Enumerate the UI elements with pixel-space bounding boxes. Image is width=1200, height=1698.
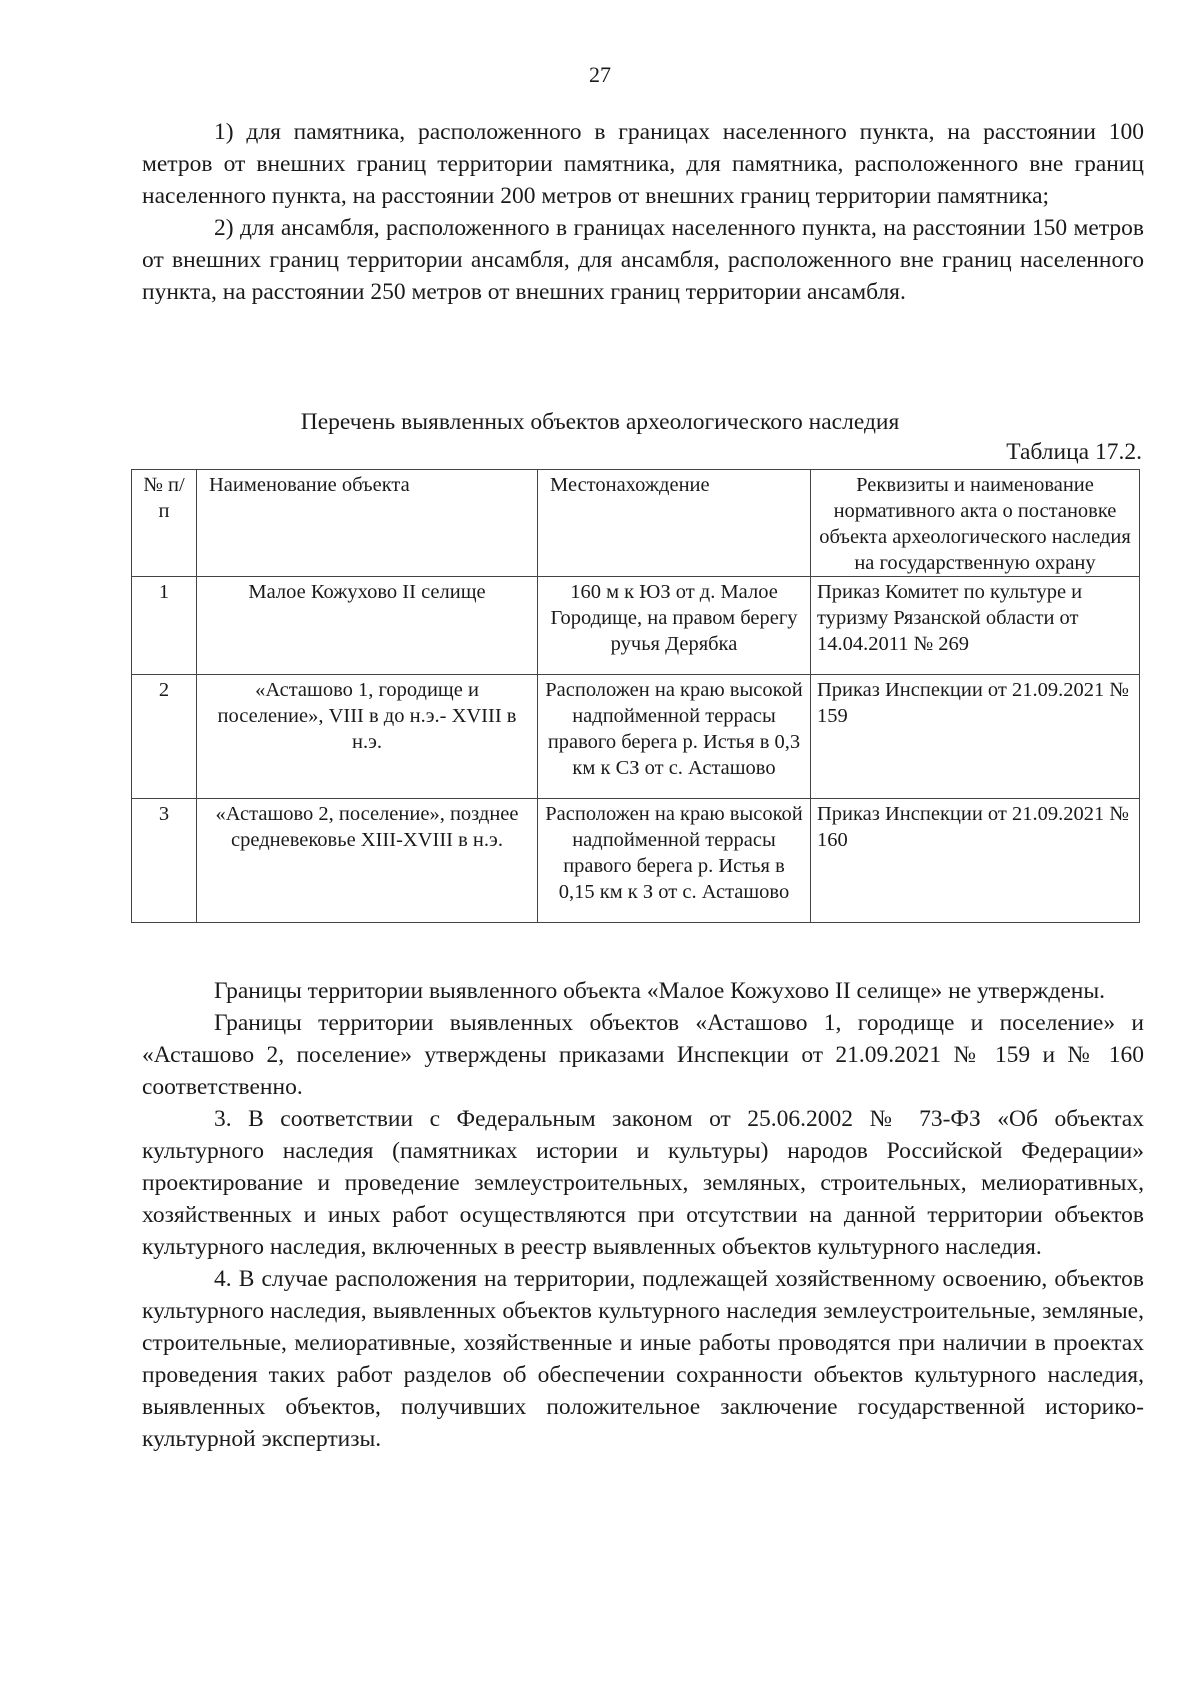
cell-location: 160 м к ЮЗ от д. Малое Городище, на правом берегу ручья Дерябка bbox=[538, 577, 811, 675]
conclusion-section bbox=[142, 975, 1144, 1455]
cell-object-name: «Асташово 2, поселение», позднее средневековье XIII-XVIII в н.э. bbox=[197, 799, 538, 923]
table-header-row bbox=[132, 470, 1140, 577]
cell-object-name: Малое Кожухово II селище bbox=[197, 577, 538, 675]
archaeological-objects-table bbox=[131, 469, 1140, 923]
cell-normative-act: Приказ Инспекции от 21.09.2021 № 160 bbox=[811, 799, 1140, 923]
table-row bbox=[132, 799, 1140, 923]
paragraph-item-3: 3. В соответствии с Федеральным законом от 25.06.2002 № 73-ФЗ «Об объектах культурного наследия (памятниках истории и культуры) народов Российской Федерации» проектирование и проведение землеустроительных, земляных, строительных, мелиоративных, хозяйственных и иных работ осуществляются при отсутствии на данной территории объектов культурного наследия, включенных в реестр выявленных объектов культурного наследия. bbox=[142, 1106, 1144, 1260]
cell-normative-act: Приказ Инспекции от 21.09.2021 № 159 bbox=[811, 675, 1140, 799]
table-caption: Таблица 17.2. bbox=[1006, 439, 1142, 465]
page-number: 27 bbox=[589, 62, 611, 87]
paragraph-ensemble-distance: 2) для ансамбля, расположенного в границах населенного пункта, на расстоянии 150 метров от внешних границ территории ансамбля, для ансамбля, расположенного вне границ населенного пункта, на расстоянии 250 метров от внешних границ территории ансамбля. bbox=[142, 215, 1144, 305]
cell-location: Расположен на краю высокой надпойменной террасы правого берега р. Истья в 0,3 км к СЗ от с. Асташово bbox=[538, 675, 811, 799]
table-row bbox=[132, 577, 1140, 675]
header-normative-act: Реквизиты и наименование нормативного акта о постановке объекта археологического наследия на государственную охрану bbox=[811, 470, 1140, 577]
intro-section bbox=[142, 116, 1144, 308]
cell-normative-act: Приказ Комитет по культуре и туризму Рязанской области от 14.04.2011 № 269 bbox=[811, 577, 1140, 675]
table-title: Перечень выявленных объектов археологического наследия bbox=[300, 409, 900, 435]
paragraph-monument-distance: 1) для памятника, расположенного в границах населенного пункта, на расстоянии 100 метров от внешних границ территории памятника, для памятника, расположенного вне границ населенного пункта, на расстоянии 200 метров от внешних границ территории памятника; bbox=[142, 119, 1144, 209]
cell-number: 1 bbox=[132, 577, 197, 675]
paragraph-boundaries-approved: Границы территории выявленных объектов «Асташово 1, городище и поселение» и «Асташово 2, поселение» утверждены приказами Инспекции от 21.09.2021 № 159 и № 160 соответственно. bbox=[142, 1010, 1144, 1100]
cell-location: Расположен на краю высокой надпойменной террасы правого берега р. Истья в 0,15 км к З от с. Асташово bbox=[538, 799, 811, 923]
paragraph-boundaries-not-approved: Границы территории выявленного объекта «Малое Кожухово II селище» не утверждены. bbox=[214, 978, 1106, 1004]
header-location: Местонахождение bbox=[538, 470, 811, 577]
header-number: № п/п bbox=[132, 470, 197, 577]
table-row bbox=[132, 675, 1140, 799]
cell-number: 3 bbox=[132, 799, 197, 923]
paragraph-item-4: 4. В случае расположения на территории, подлежащей хозяйственному освоению, объектов культурного наследия, выявленных объектов культурного наследия землеустроительные, земляные, строительные, мелиоративные, хозяйственные и иные работы проводятся при наличии в проектах проведения таких работ разделов об обеспечении сохранности объектов культурного наследия, выявленных объектов, получивших положительное заключение государственной историко-культурной экспертизы. bbox=[142, 1266, 1144, 1452]
cell-object-name: «Асташово 1, городище и поселение», VIII в до н.э.- XVIII в н.э. bbox=[197, 675, 538, 799]
cell-number: 2 bbox=[132, 675, 197, 799]
header-object-name: Наименование объекта bbox=[197, 470, 538, 577]
